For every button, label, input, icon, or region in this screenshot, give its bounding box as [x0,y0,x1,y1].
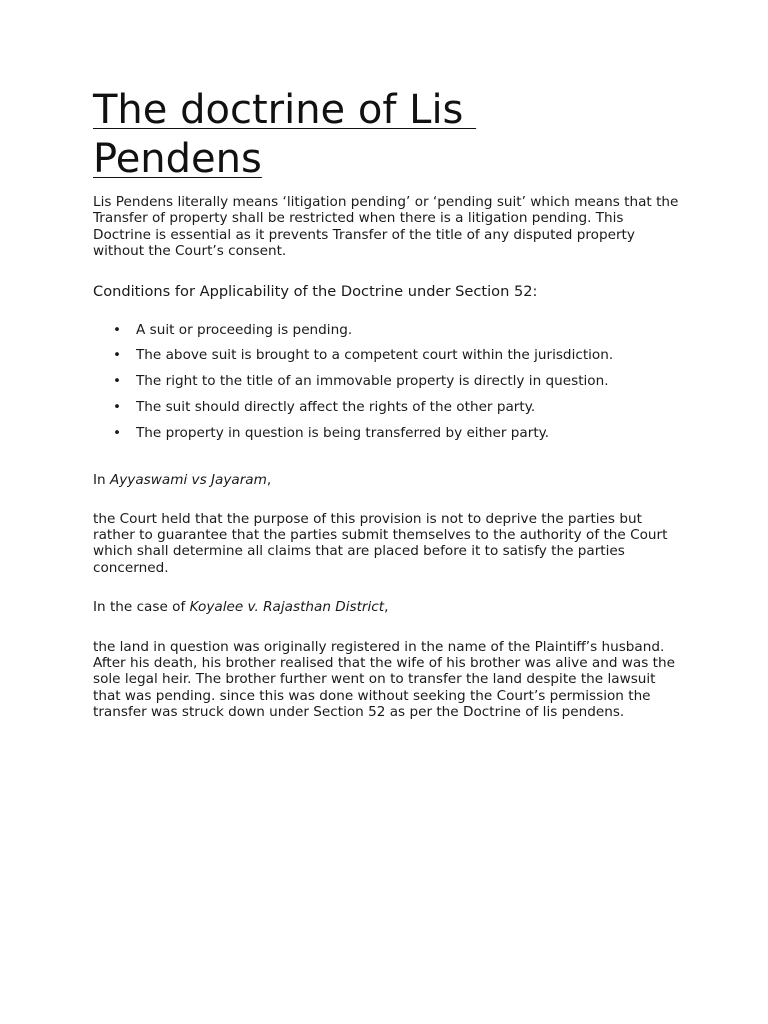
condition-text: The above suit is brought to a competent court within the jurisdiction. [136,347,614,364]
bullet-icon: • [113,321,122,338]
case-suffix: , [384,599,389,616]
condition-item [93,425,683,441]
case-holding-ayyaswami: the Court held that the purpose of this provision is not to deprive the parties but rather to guarantee that the parties submit themselves to the authority of the Court which shall determine all claims that are placed before it to satisfy the parties concerned. [93,510,668,576]
case-prefix: In the case of [93,599,190,616]
document-page [93,86,683,721]
condition-text: The right to the title of an immovable property is directly in question. [136,373,609,390]
condition-item [93,373,683,389]
case-holding-koyalee: the land in question was originally registered in the name of the Plaintiff’s husband. After his death, his brother realised that the wife of his brother was alive and was the sole legal heir. The brother further went on to transfer the land despite the lawsuit that was pending. since this was done without seeking the Court’s permission the transfer was struck down under Section 52 as per the Doctrine of lis pendens. [93,638,675,721]
condition-item [93,347,683,363]
case-citation-koyalee [93,599,683,615]
case-citation-ayyaswami [93,472,683,488]
conditions-heading: Conditions for Applicability of the Doctrine under Section 52: [93,282,538,300]
document-title: The doctrine of Lis Pendens [93,87,464,182]
case-name: Koyalee v. Rajasthan District [189,599,385,616]
bullet-icon: • [113,424,122,441]
condition-item [93,322,683,338]
condition-text: The property in question is being transferred by either party. [136,424,550,441]
bullet-icon: • [113,347,122,364]
conditions-list [93,322,683,442]
case-prefix: In [93,472,110,489]
condition-text: A suit or proceeding is pending. [136,321,353,338]
condition-item [93,399,683,415]
case-name: Ayyaswami vs Jayaram [109,472,267,489]
case-suffix: , [266,472,272,489]
bullet-icon: • [113,399,122,416]
bullet-icon: • [113,373,122,390]
intro-paragraph: Lis Pendens literally means ‘litigation pending’ or ‘pending suit’ which means that the Transfer of property shall be restricted when there is a litigation pending. This Doctrine is essential as it prevents Transfer of the title of any disputed property without the Court’s consent. [93,194,679,260]
condition-text: The suit should directly affect the rights of the other party. [136,399,536,416]
